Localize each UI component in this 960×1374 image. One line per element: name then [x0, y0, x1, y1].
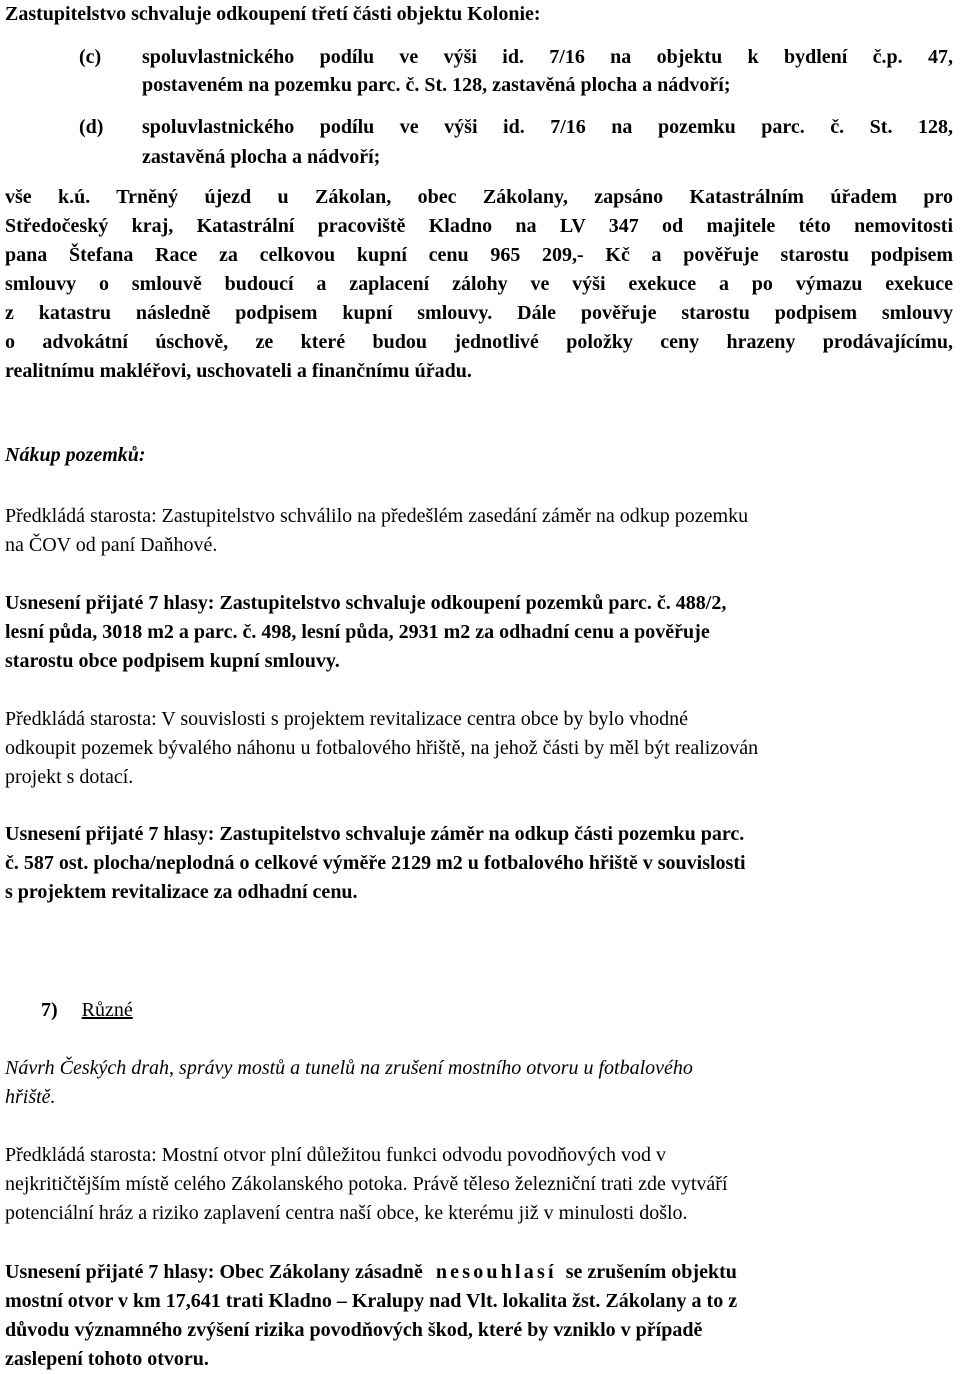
- paragraph-line: starostu obce podpisem kupní smlouvy.: [5, 650, 340, 672]
- paragraph-line: projekt s dotací.: [5, 766, 134, 788]
- paragraph-line: potenciální hráz a riziko zaplavení centra naší obce, ke kterému již v minulosti došlo.: [5, 1202, 688, 1224]
- paragraph-line: Návrh Českých drah, správy mostů a tunelů na zrušení mostního otvoru u fotbalového: [5, 1057, 693, 1079]
- paragraph-line: o advokátní úschově, ze které budou jednotlivé položky ceny hrazeny prodávajícímu,: [5, 331, 953, 353]
- list-text-line: postaveném na pozemku parc. č. St. 128, zastavěná plocha a nádvoří;: [142, 74, 731, 96]
- paragraph-line: zaslepení tohoto otvoru.: [5, 1348, 209, 1370]
- paragraph-line: pana Štefana Race za celkovou kupní cenu 965 209,- Kč a pověřuje starostu podpisem: [5, 244, 953, 266]
- section-7-heading: [41, 996, 341, 1025]
- nakup-resolution-2: [5, 820, 953, 907]
- paragraph-line: s projektem revitalizace za odhadní cenu.: [5, 881, 358, 903]
- nakup-proposal-2: [5, 705, 953, 792]
- paragraph-line: Předkládá starosta: V souvislosti s projektem revitalizace centra obce by bylo vhodné: [5, 708, 688, 730]
- paragraph-line: na ČOV od paní Daňhové.: [5, 534, 218, 556]
- paragraph-line: Předkládá starosta: Zastupitelstvo schválilo na předešlém zasedání záměr na odkup pozemku: [5, 505, 749, 527]
- kolonie-heading: Zastupitelstvo schvaluje odkoupení třetí části objektu Kolonie:: [5, 3, 541, 25]
- paragraph-line: Předkládá starosta: Mostní otvor plní důležitou funkci odvodu povodňových vod v: [5, 1144, 667, 1166]
- paragraph-line: z katastru následně podpisem kupní smlouvy. Dále pověřuje starostu podpisem smlouvy: [5, 302, 953, 324]
- list-text-line: spoluvlastnického podílu ve výši id. 7/16 na pozemku parc. č. St. 128,: [142, 116, 953, 138]
- nakup-resolution-1: [5, 589, 953, 676]
- paragraph-line: Usnesení přijaté 7 hlasy: Zastupitelstvo schvaluje záměr na odkup části pozemku parc.: [5, 823, 745, 845]
- paragraph-line: č. 587 ost. plocha/neplodná o celkové výměře 2129 m2 u fotbalového hřiště v souvislosti: [5, 852, 746, 874]
- resolution-first-line: [5, 1258, 953, 1287]
- paragraph-line: realitnímu makléřovi, uschovateli a finančnímu úřadu.: [5, 360, 472, 382]
- list-label: (c): [79, 46, 102, 68]
- paragraph-line: Středočeský kraj, Katastrální pracoviště Kladno na LV 347 od majitele této nemovitosti: [5, 215, 953, 237]
- nakup-title: Nákup pozemků:: [5, 444, 146, 466]
- resolution-suffix: se zrušením objektu: [565, 1261, 737, 1283]
- paragraph-line: smlouvy o smlouvě budoucí a zaplacení zálohy ve výši exekuce a po výmazu exekuce: [5, 273, 953, 295]
- section-number: 7): [41, 999, 58, 1021]
- paragraph-line: odkoupit pozemek bývalého náhonu u fotbalového hřiště, na jehož části by měl být realizován: [5, 737, 759, 759]
- paragraph-line: důvodu významného zvýšení rizika povodňových škod, které by vzniklo v případě: [5, 1319, 703, 1341]
- list-text-line: zastavěná plocha a nádvoří;: [142, 146, 381, 168]
- paragraph-line: vše k.ú. Trněný újezd u Zákolan, obec Zákolany, zapsáno Katastrálním úřadem pro: [5, 186, 953, 208]
- resolution-spaced-word: nesouhlasí: [435, 1261, 557, 1283]
- paragraph-line: hřiště.: [5, 1086, 56, 1108]
- ruzne-resolution: [5, 1258, 953, 1374]
- nakup-proposal-1: [5, 502, 953, 560]
- kolonie-paragraph: [5, 183, 953, 386]
- paragraph-line: lesní půda, 3018 m2 a parc. č. 498, lesní půda, 2931 m2 za odhadní cenu a pověřuje: [5, 621, 710, 643]
- ruzne-subtitle: [5, 1054, 953, 1112]
- list-label: (d): [79, 116, 104, 138]
- list-text-line: spoluvlastnického podílu ve výši id. 7/16 na objektu k bydlení č.p. 47,: [142, 46, 953, 68]
- ruzne-proposal: [5, 1141, 953, 1228]
- resolution-prefix: Usnesení přijaté 7 hlasy: Obec Zákolany zásadně: [5, 1261, 423, 1283]
- paragraph-line: Usnesení přijaté 7 hlasy: Zastupitelstvo schvaluje odkoupení pozemků parc. č. 488/2,: [5, 592, 727, 614]
- section-title: Různé: [81, 999, 133, 1021]
- paragraph-line: mostní otvor v km 17,641 trati Kladno – Kralupy nad Vlt. lokalita žst. Zákolany a to z: [5, 1290, 738, 1312]
- paragraph-line: nejkritičtějším místě celého Zákolanského potoka. Právě těleso železniční trati zde vytváří: [5, 1173, 728, 1195]
